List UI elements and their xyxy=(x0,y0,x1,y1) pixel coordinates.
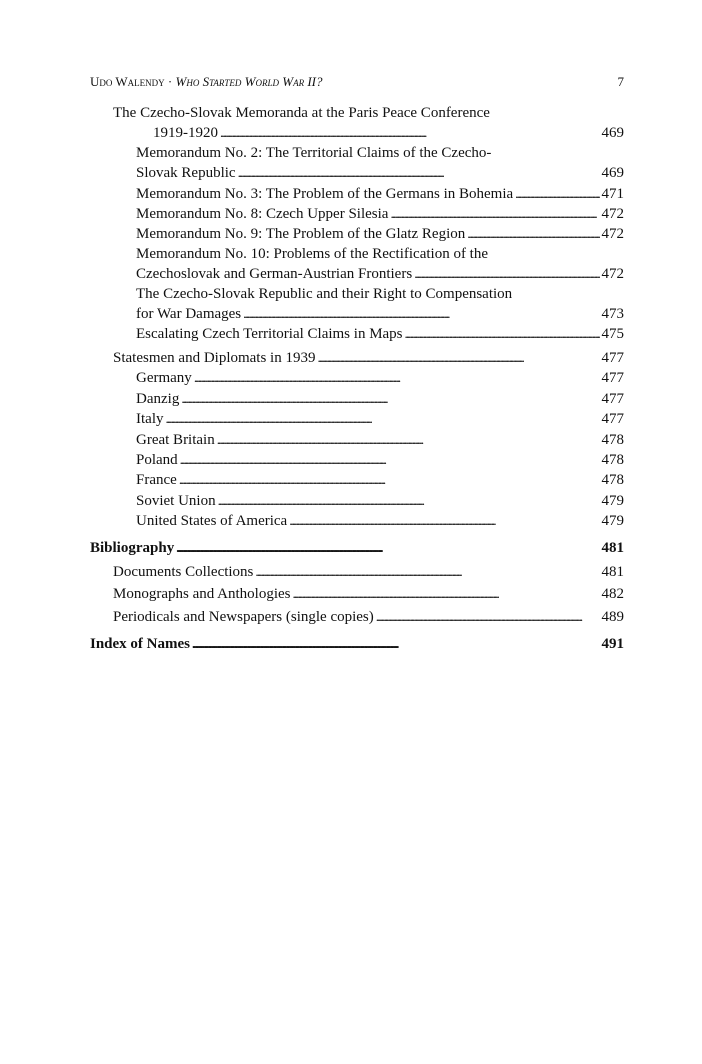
dot-leader xyxy=(181,389,599,409)
toc-entry-memorandum-10[interactable] xyxy=(90,245,624,285)
toc-entry-united-states[interactable] xyxy=(90,511,624,531)
toc-page-number: 481 xyxy=(601,563,624,580)
toc-entry-label: The Czecho-Slovak Memoranda at the Paris Peace Conference xyxy=(113,105,490,121)
toc-entry-bibliography[interactable] xyxy=(90,538,624,558)
dot-leader xyxy=(180,450,600,470)
dot-leader xyxy=(376,606,600,629)
toc-page-number: 475 xyxy=(601,326,624,343)
toc-entry-germany[interactable] xyxy=(90,368,624,388)
toc-page-number: 469 xyxy=(601,125,624,142)
toc-entry-memoranda[interactable] xyxy=(90,104,624,144)
dot-leader xyxy=(289,511,599,531)
toc-page-number: 472 xyxy=(601,206,624,223)
toc-page-number: 482 xyxy=(601,586,624,603)
dot-leader xyxy=(192,634,600,654)
toc-entry-great-britain[interactable] xyxy=(90,430,624,450)
toc-page-number: 479 xyxy=(601,513,624,530)
dot-leader xyxy=(238,163,600,183)
dot-leader xyxy=(293,583,600,606)
header-separator: · xyxy=(164,74,176,89)
header-page-number: 7 xyxy=(617,74,624,89)
toc-entry-memorandum-8[interactable] xyxy=(90,204,624,224)
toc-page-number: 477 xyxy=(601,390,624,407)
header-book-title: Who Started World War II? xyxy=(175,74,323,89)
toc-entry-label: Periodicals and Newspapers (single copies) xyxy=(113,608,374,625)
toc-page-number: 491 xyxy=(601,636,624,653)
dot-leader xyxy=(194,368,600,388)
toc-entry-monographs[interactable] xyxy=(90,583,624,606)
toc-page-number: 477 xyxy=(601,349,624,366)
toc-entry-label: Memorandum No. 10: Problems of the Rectification of the xyxy=(136,245,489,262)
toc-page-number: 478 xyxy=(601,431,624,448)
dot-leader xyxy=(255,561,599,584)
toc-entry-label: Great Britain xyxy=(136,431,215,448)
toc-entry-label: 1919-1920 xyxy=(153,125,218,142)
toc-entry-label: The Czecho-Slovak Republic and their Right to Compensation xyxy=(136,285,513,302)
dot-leader xyxy=(390,204,599,224)
toc-entry-label: Germany xyxy=(136,370,192,387)
toc-entry-label: Index of Names xyxy=(90,636,190,653)
dot-leader xyxy=(166,409,600,429)
toc-entry-periodicals[interactable] xyxy=(90,606,624,629)
dot-leader xyxy=(405,324,600,344)
toc-entry-label: Memorandum No. 2: The Territorial Claims of the Czecho- xyxy=(136,144,492,161)
toc-page-number: 478 xyxy=(601,472,624,489)
toc-entry-documents-collections[interactable] xyxy=(90,561,624,584)
toc-entry-label: Bibliography xyxy=(90,539,175,556)
toc-page-number: 471 xyxy=(601,185,624,202)
toc-page-number: 489 xyxy=(601,608,624,625)
toc-entry-france[interactable] xyxy=(90,470,624,490)
toc-entry-territorial-claims-maps[interactable] xyxy=(90,324,624,344)
toc-entry-label: Danzig xyxy=(136,390,180,407)
toc-entry-label: Slovak Republic xyxy=(136,165,236,182)
toc-entry-war-damages[interactable] xyxy=(90,285,624,325)
toc-page-number: 473 xyxy=(601,306,624,323)
toc-entry-label: United States of America xyxy=(136,513,288,530)
toc-page-number: 477 xyxy=(601,370,624,387)
header-author: Udo Walendy xyxy=(90,74,165,89)
toc-entry-label: Statesmen and Diplomats in 1939 xyxy=(113,349,316,366)
dot-leader xyxy=(217,430,600,450)
toc-entry-memorandum-2[interactable] xyxy=(90,144,624,184)
dot-leader xyxy=(179,470,600,490)
dot-leader xyxy=(220,123,600,143)
toc-entry-label: for War Damages xyxy=(136,306,242,323)
toc-entry-label: Poland xyxy=(136,451,178,468)
toc-page-number: 479 xyxy=(601,492,624,509)
dot-leader xyxy=(218,491,600,511)
toc-page-number: 472 xyxy=(601,226,624,243)
toc-page-number: 472 xyxy=(601,266,624,283)
toc-entry-label: France xyxy=(136,472,177,489)
toc-page-number: 477 xyxy=(601,411,624,428)
toc-entry-poland[interactable] xyxy=(90,450,624,470)
toc-entry-label: Documents Collections xyxy=(113,563,254,580)
toc-entry-italy[interactable] xyxy=(90,409,624,429)
dot-leader xyxy=(467,224,599,244)
toc-entry-soviet-union[interactable] xyxy=(90,491,624,511)
toc-entry-label: Italy xyxy=(136,411,164,428)
toc-entry-label: Czechoslovak and German-Austrian Frontiers xyxy=(136,266,413,283)
toc-entry-statesmen[interactable] xyxy=(90,348,624,368)
toc-entry-label: Escalating Czech Territorial Claims in Maps xyxy=(136,326,403,343)
dot-leader xyxy=(414,264,599,284)
toc-entry-label: Memorandum No. 3: The Problem of the Germans in Bohemia xyxy=(136,185,514,202)
dot-leader xyxy=(317,348,599,368)
toc-entry-memorandum-3[interactable] xyxy=(90,184,624,204)
toc-entry-label: Monographs and Anthologies xyxy=(113,586,291,603)
toc-entry-label: Memorandum No. 9: The Problem of the Glatz Region xyxy=(136,226,466,243)
toc-entry-memorandum-9[interactable] xyxy=(90,224,624,244)
dot-leader xyxy=(515,184,599,204)
toc-page-number: 469 xyxy=(601,165,624,182)
toc-entry-danzig[interactable] xyxy=(90,389,624,409)
toc-entry-label: Memorandum No. 8: Czech Upper Silesia xyxy=(136,206,389,223)
table-of-contents xyxy=(90,104,624,654)
dot-leader xyxy=(176,538,599,558)
toc-entry-index-of-names[interactable] xyxy=(90,634,624,654)
running-header xyxy=(90,73,624,91)
toc-page-number: 481 xyxy=(601,539,624,556)
toc-page-number: 478 xyxy=(601,451,624,468)
toc-entry-label: Soviet Union xyxy=(136,492,216,509)
dot-leader xyxy=(243,304,599,324)
